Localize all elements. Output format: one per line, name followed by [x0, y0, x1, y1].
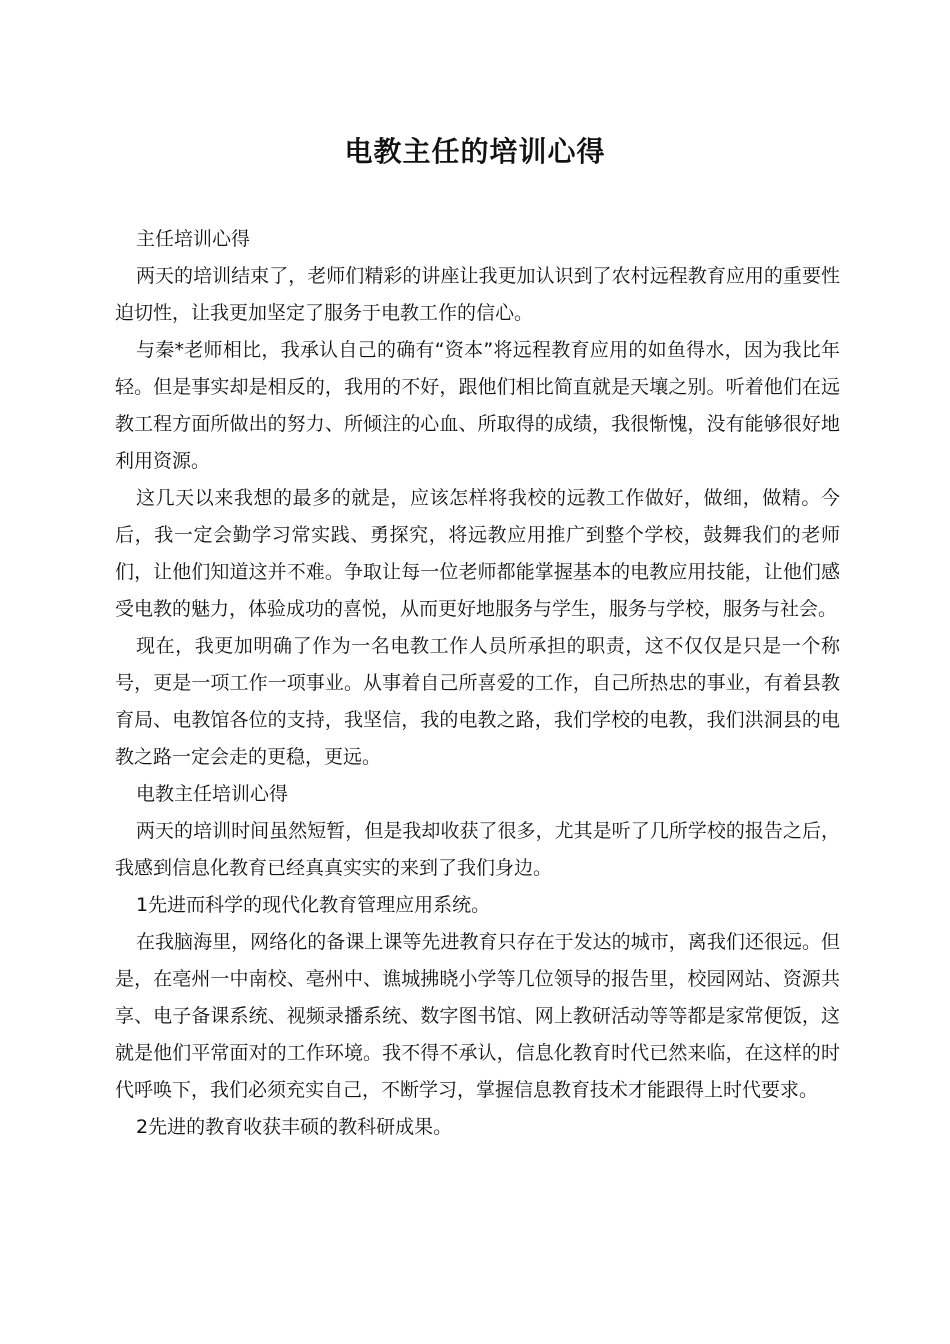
paragraph: 在我脑海里，网络化的备课上课等先进教育只存在于发达的城市，离我们还很远。但是，在亳州一中南校、亳州中、谯城拂晓小学等几位领导的报告里，校园网站、资源共享、电子备课系统、视频录播系统、数字图书馆、网上教研活动等等都是家常便饭，这就是他们平常面对的工作环境。我不得不承认，信息化教育时代已然来临，在这样的时代呼唤下，我们必须充实自己，不断学习，掌握信息教育技术才能跟得上时代要求。 — [115, 931, 840, 1101]
paragraph: 这几天以来我想的最多的就是，应该怎样将我校的远教工作做好，做细，做精。今后，我一定会勤学习常实践、勇探究，将远教应用推广到整个学校，鼓舞我们的老师们，让他们知道这并不难。争取让每一位老师都能掌握基本的电教应用技能，让他们感受电教的魅力，体验成功的喜悦，从而更好地服务与学生，服务与学校，服务与社会。 — [115, 487, 840, 620]
paragraph: 主任培训心得 — [136, 228, 251, 250]
paragraph: 现在，我更加明确了作为一名电教工作人员所承担的职责，这不仅仅是只是一个称号，更是一项工作一项事业。从事着自己所喜爱的工作，自己所热忠的事业，有着县教育局、电教馆各位的支持，我坚信，我的电教之路，我们学校的电教，我们洪洞县的电教之路一定会走的更稳，更远。 — [115, 635, 840, 768]
document-body — [115, 221, 840, 1146]
paragraph: 两天的培训结束了，老师们精彩的讲座让我更加认识到了农村远程教育应用的重要性迫切性，让我更加坚定了服务于电教工作的信心。 — [115, 265, 840, 324]
document-title: 电教主任的培训心得 — [344, 135, 606, 168]
paragraph: 1先进而科学的现代化教育管理应用系统。 — [136, 894, 491, 916]
paragraph: 与秦*老师相比，我承认自己的确有“资本”将远程教育应用的如鱼得水，因为我比年轻。但是事实却是相反的，我用的不好，跟他们相比简直就是天壤之别。听着他们在远教工程方面所做出的努力、所倾注的心血、所取得的成绩，我很惭愧，没有能够很好地利用资源。 — [115, 339, 840, 472]
paragraph: 2先进的教育收获丰硕的教科研成果。 — [136, 1116, 453, 1138]
paragraph: 两天的培训时间虽然短暂，但是我却收获了很多，尤其是听了几所学校的报告之后，我感到信息化教育已经真真实实的来到了我们身边。 — [115, 820, 840, 879]
paragraph: 电教主任培训心得 — [136, 783, 289, 805]
